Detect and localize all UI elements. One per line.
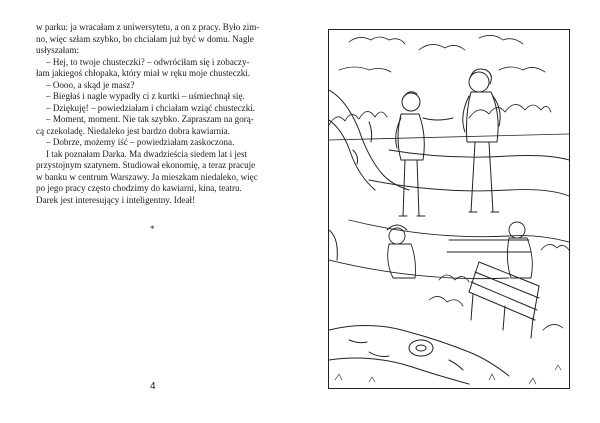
cloud-lines [339,35,545,72]
text-line: – Hej, to twoje chusteczki? – odwróciłam się i zobaczy- [46,56,250,67]
grass-lines [335,365,561,384]
story-text [36,22,268,206]
text-line: cą czekoladę. Niedaleko jest bardzo dobra kawiarnia. [36,125,230,136]
text-line: Darek jest interesujący i inteligentny. Ideał! [36,194,195,205]
distant-trees [329,104,569,140]
page-number: 4 [150,381,156,392]
text-line: I tak poznałam Darka. Ma dwadzieścia siedem lat i jest [46,148,247,159]
man-figure [396,92,453,216]
text-line: – Biegłaś i nagle wypadły ci z kurtki – uśmiechnął się. [46,91,245,101]
bushes [429,244,569,330]
text-line: w banku w centrum Warszawy. Ja mieszkam niedaleko, więc [36,171,258,182]
park-path [329,150,569,279]
section-separator: * [150,224,155,234]
story-illustration [328,29,570,389]
park-scene-illustration [329,30,569,388]
people-group [387,222,532,278]
right-page [300,0,600,423]
text-line: – Oooo, a skąd je masz? [46,79,135,90]
fallen-log [329,325,509,384]
text-line: no, więc szłam szybko, bo chciałam już być w domu. Nagle [36,33,254,44]
tree-trunk [329,90,409,260]
text-line: w parku: ja wracałam z uniwersytetu, a on z pracy. Było zim- [36,22,260,32]
park-bench [469,262,539,338]
text-line: po jego pracy często chodzimy do kawiarni, kina, teatru. [36,183,242,193]
text-line: łam jakiegoś chłopaka, który miał w ręku moje chusteczki. [36,68,251,78]
text-line: przystojnym szatynem. Studiował ekonomię, a teraz pracuje [36,160,256,170]
text-line: – Dobrze, możemy iść – powiedziałam zaskoczona. [46,137,235,147]
text-line: – Dziękuję! – powiedziałam i chciałam wziąć chusteczki. [46,102,256,113]
text-line: – Moment, moment. Nie tak szybko. Zapraszam na gorą- [46,114,254,124]
text-line: usłyszałam: [36,45,79,55]
